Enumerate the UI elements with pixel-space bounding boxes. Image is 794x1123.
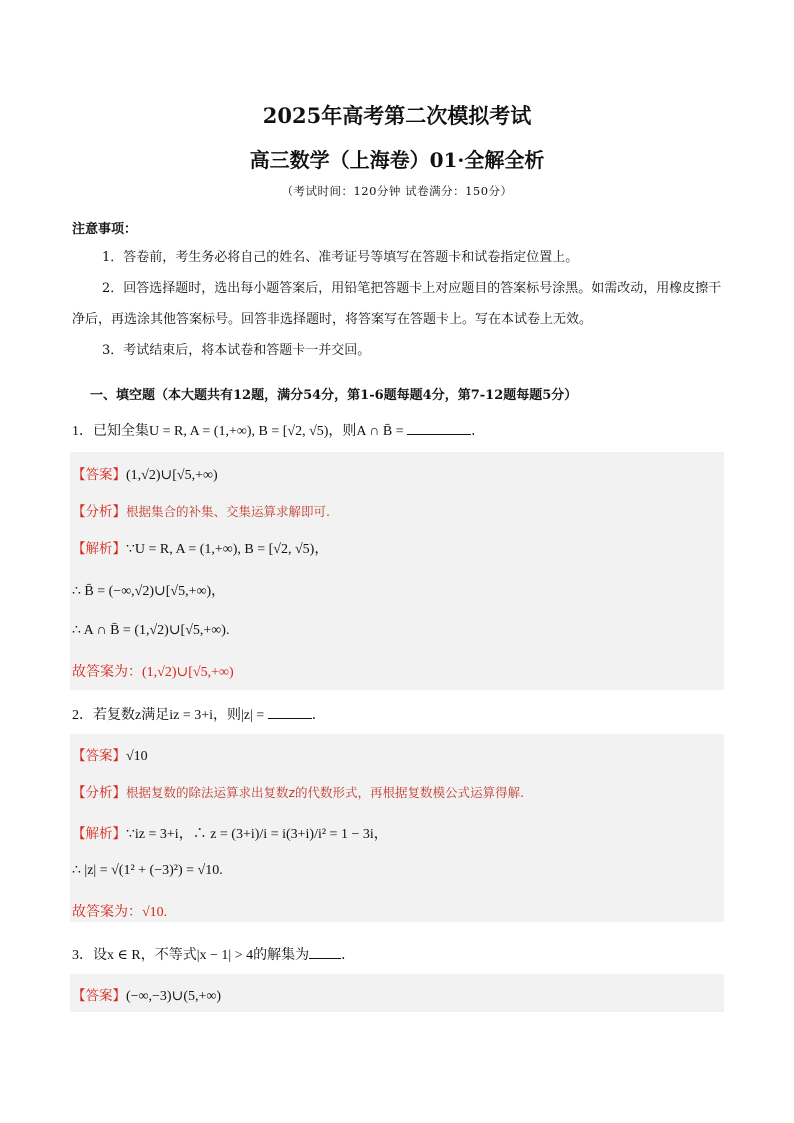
question-1-answer: 【答案】(1,√2)∪[√5,+∞) (72, 467, 218, 483)
analysis-tag: 【分析】 (72, 504, 126, 520)
question-3-answer: 【答案】(−∞,−3)∪(5,+∞) (72, 988, 222, 1004)
answer-tag: 【答案】 (72, 748, 126, 764)
answer-tag: 【答案】 (72, 988, 126, 1004)
note-item-2: 2．回答选择题时，选出每小题答案后，用铅笔把答题卡上对应题目的答案标号涂黑。如需改动，用橡皮擦干净后，再选涂其他答案标号。回答非选择题时，将答案写在答题卡上。写在本试卷上无效。 (72, 281, 722, 327)
question-1-final: 故答案为：(1,√2)∪[√5,+∞) (72, 665, 234, 680)
section-heading: 一、填空题（本大题共有12题，满分54分，第1-6题每题4分，第7-12题每题5分） (90, 388, 578, 403)
exam-info: （考试时间：120分钟 试卷满分：150分） (281, 184, 513, 198)
solution-tag: 【解析】 (72, 826, 126, 842)
question-2-answer: 【答案】√10 (72, 748, 148, 764)
question-2-analysis: 【分析】根据复数的除法运算求出复数z的代数形式，再根据复数模公式运算得解. (72, 785, 525, 801)
page-subtitle: 高三数学（上海卷）01·全解全析 (249, 148, 545, 172)
solution-tag: 【解析】 (72, 541, 126, 557)
question-2-solution: 【解析】∵iz = 3+i，∴ z = (3+i)/i = i(3+i)/i² = 1 − 3i， (72, 826, 388, 842)
answer-blank (309, 946, 341, 959)
notes-heading: 注意事项： (72, 222, 138, 237)
question-1-solution-box (70, 452, 724, 690)
question-1-solution: 【解析】∵U = R, A = (1,+∞), B = [√2, √5)， (72, 541, 329, 557)
question-2-final: 故答案为：√10. (72, 905, 168, 920)
question-1-solution-line: ∴ B̄ = (−∞,√2)∪[√5,+∞)， (72, 584, 226, 599)
analysis-tag: 【分析】 (72, 785, 126, 801)
answer-tag: 【答案】 (72, 467, 126, 483)
question-1-stem: 1．已知全集U = R, A = (1,+∞), B = [√2, √5)，则A ∩ B̄ = . (72, 423, 476, 439)
question-2-solution-line: ∴ |z| = √(1² + (−3)²) = √10. (72, 863, 223, 878)
note-item-1: 1．答卷前，考生务必将自己的姓名、准考证号等填写在答题卡和试卷指定位置上。 (102, 250, 579, 265)
answer-blank (407, 422, 471, 435)
question-1-solution-line: ∴ A ∩ B̄ = (1,√2)∪[√5,+∞). (72, 623, 230, 638)
note-item-3: 3．考试结束后，将本试卷和答题卡一并交回。 (102, 343, 371, 358)
question-1-analysis: 【分析】根据集合的补集、交集运算求解即可. (72, 504, 330, 520)
page-title: 2025年高考第二次模拟考试 (262, 103, 532, 128)
question-2-stem: 2．若复数z满足iz = 3+i，则|z| = . (72, 707, 317, 723)
question-3-stem: 3．设x ∈ R，不等式|x − 1| > 4的解集为 . (72, 947, 346, 963)
answer-blank (268, 706, 312, 719)
